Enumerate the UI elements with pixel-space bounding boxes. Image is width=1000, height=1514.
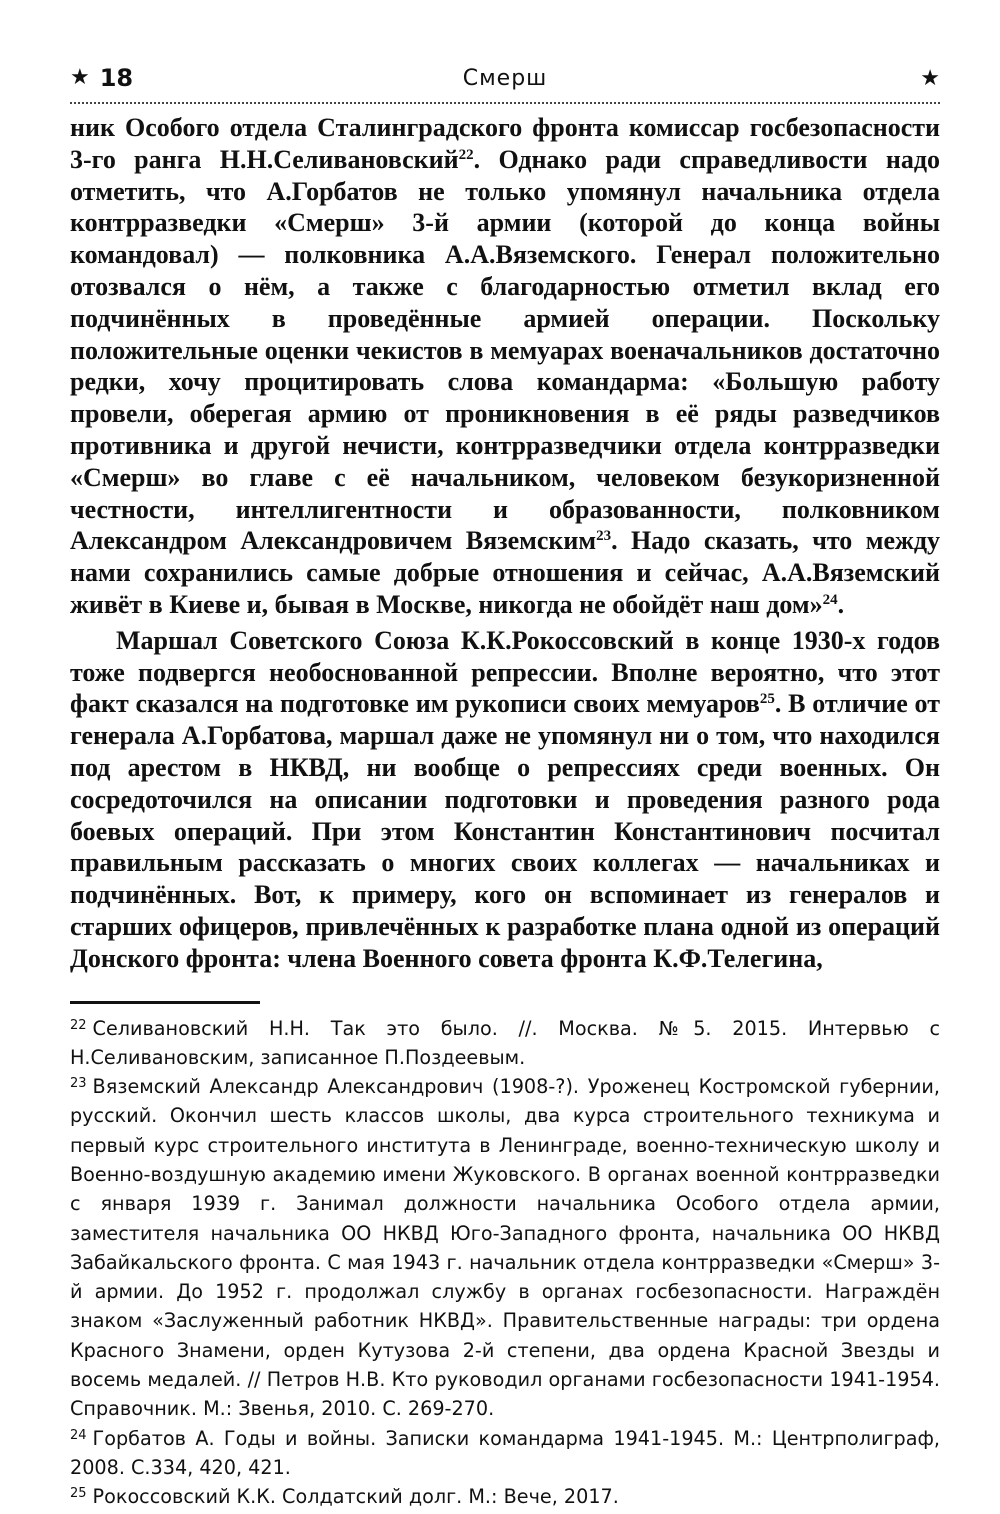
footnote-text: Рокоссовский К.К. Солдатский долг. М.: Вече, 2017. (92, 1485, 619, 1509)
footnote-number: 23 (70, 1076, 87, 1092)
main-text (70, 112, 940, 975)
footnote-number: 22 (70, 1017, 87, 1033)
header-divider (70, 102, 940, 104)
page-number: 18 (99, 64, 134, 92)
header-left (70, 64, 133, 92)
paragraph: ник Особого отдела Сталинградского фронта комиссар госбезопасности 3-го ранга Н.Н.Селивановский$^{22}$. Однако ради справедливости надо отметить, что А.Горбатов не только упомянул начальника отдела контрразведки «Смерш» 3-й армии (которой до конца войны командовал) — полковника А.А.Вяземского. Генерал положительно отозвался о нём, а также с благодарностью отметил вклад его подчинённых в проведённые армией операции. Поскольку положительные оценки чекистов в мемуарах военачальников достаточно редки, хочу процитировать слова командарма: «Большую работу провели, оберегая армию от проникновения в её ряды разведчиков противника и другой нечисти, контрразведчики отдела контрразведки «Смерш» во главе с её начальником, человеком безукоризненной честности, интеллигентности и образованности, полковником Александром Александровичем Вяземским$^{23}$. Надо сказать, что между нами сохранились самые добрые отношения и сейчас, А.А.Вяземский живёт в Киеве и, бывая в Москве, никогда не обойдёт наш дом»$^{24}$. (70, 113, 940, 619)
footnote-ref: 25 (759, 691, 775, 708)
footnote-ref: 23 (596, 528, 612, 545)
footnotes (70, 1014, 940, 1512)
footnote-divider (70, 1001, 260, 1004)
footnote-number: 25 (70, 1486, 87, 1502)
running-header (70, 56, 940, 100)
footnote (70, 1072, 940, 1424)
star-icon: ★ (70, 65, 90, 90)
footnote-ref: 24 (822, 591, 838, 608)
footnote-text: Вяземский Александр Александрович (1908-?). Уроженец Костромской губернии, русский. Окончил шесть классов школы, два курса строительного техникума и первый курс строительного института в Ленинграде, военно-техническую школу и Военно-воздушную академию имени Жуковского. В органах военной контрразведки с января 1939 г. Занимал должности начальника Особого отдела армии, заместителя начальника ОО НКВД Юго-Западного фронта, начальника ОО НКВД Забайкальского фронта. С мая 1943 г. начальник отдела контрразведки «Смерш» 3-й армии. До 1952 г. продолжал службу в органах госбезопасности. Награждён знаком «Заслуженный работник НКВД». Правительственные награды: три ордена Красного Знамени, орден Кутузова 2-й степени, два ордена Красной Звезды и восемь медалей. // Петров Н.В. Кто руководил органами госбезопасности 1941-1954. Справочник. М.: Звенья, 2010. С. 269-270. (70, 1075, 940, 1421)
footnote-text: Горбатов А. Годы и войны. Записки командарма 1941-1945. М.: Центрполиграф, 2008. С.334, 420, 421. (70, 1426, 940, 1479)
footnote (70, 1014, 940, 1073)
running-title: Смерш (462, 65, 548, 91)
footnote-number: 24 (70, 1427, 87, 1443)
footnote (70, 1424, 940, 1483)
footnote-text: Селивановский Н.Н. Так это было. //. Москва. №5. 2015. Интервью с Н.Селивановским, записанное П.Поздеевым. (70, 1016, 940, 1069)
paragraph: Маршал Советского Союза К.К.Рокоссовский в конце 1930-х годов тоже подвергся необоснованной репрессии. Вполне вероятно, что этот факт сказался на подготовке им рукописи своих мемуаров$^{25}$. В отличие от генерала А.Горбатова, маршал даже не упомянул ни о том, что находился под арестом в НКВД, ни вообще о репрессиях среди военных. Он сосредоточился на описании подготовки и проведения разного рода боевых операций. При этом Константин Константинович посчитал правильным рассказать о многих своих коллегах — начальниках и подчинённых. Вот, к примеру, кого он вспоминает из генералов и старших офицеров, привлечённых к разработке плана одной из операций Донского фронта: члена Военного совета фронта К.Ф.Телегина, (70, 625, 940, 973)
star-icon: ★ (920, 65, 940, 90)
footnote-ref: 22 (458, 146, 474, 163)
footnote (70, 1482, 940, 1511)
